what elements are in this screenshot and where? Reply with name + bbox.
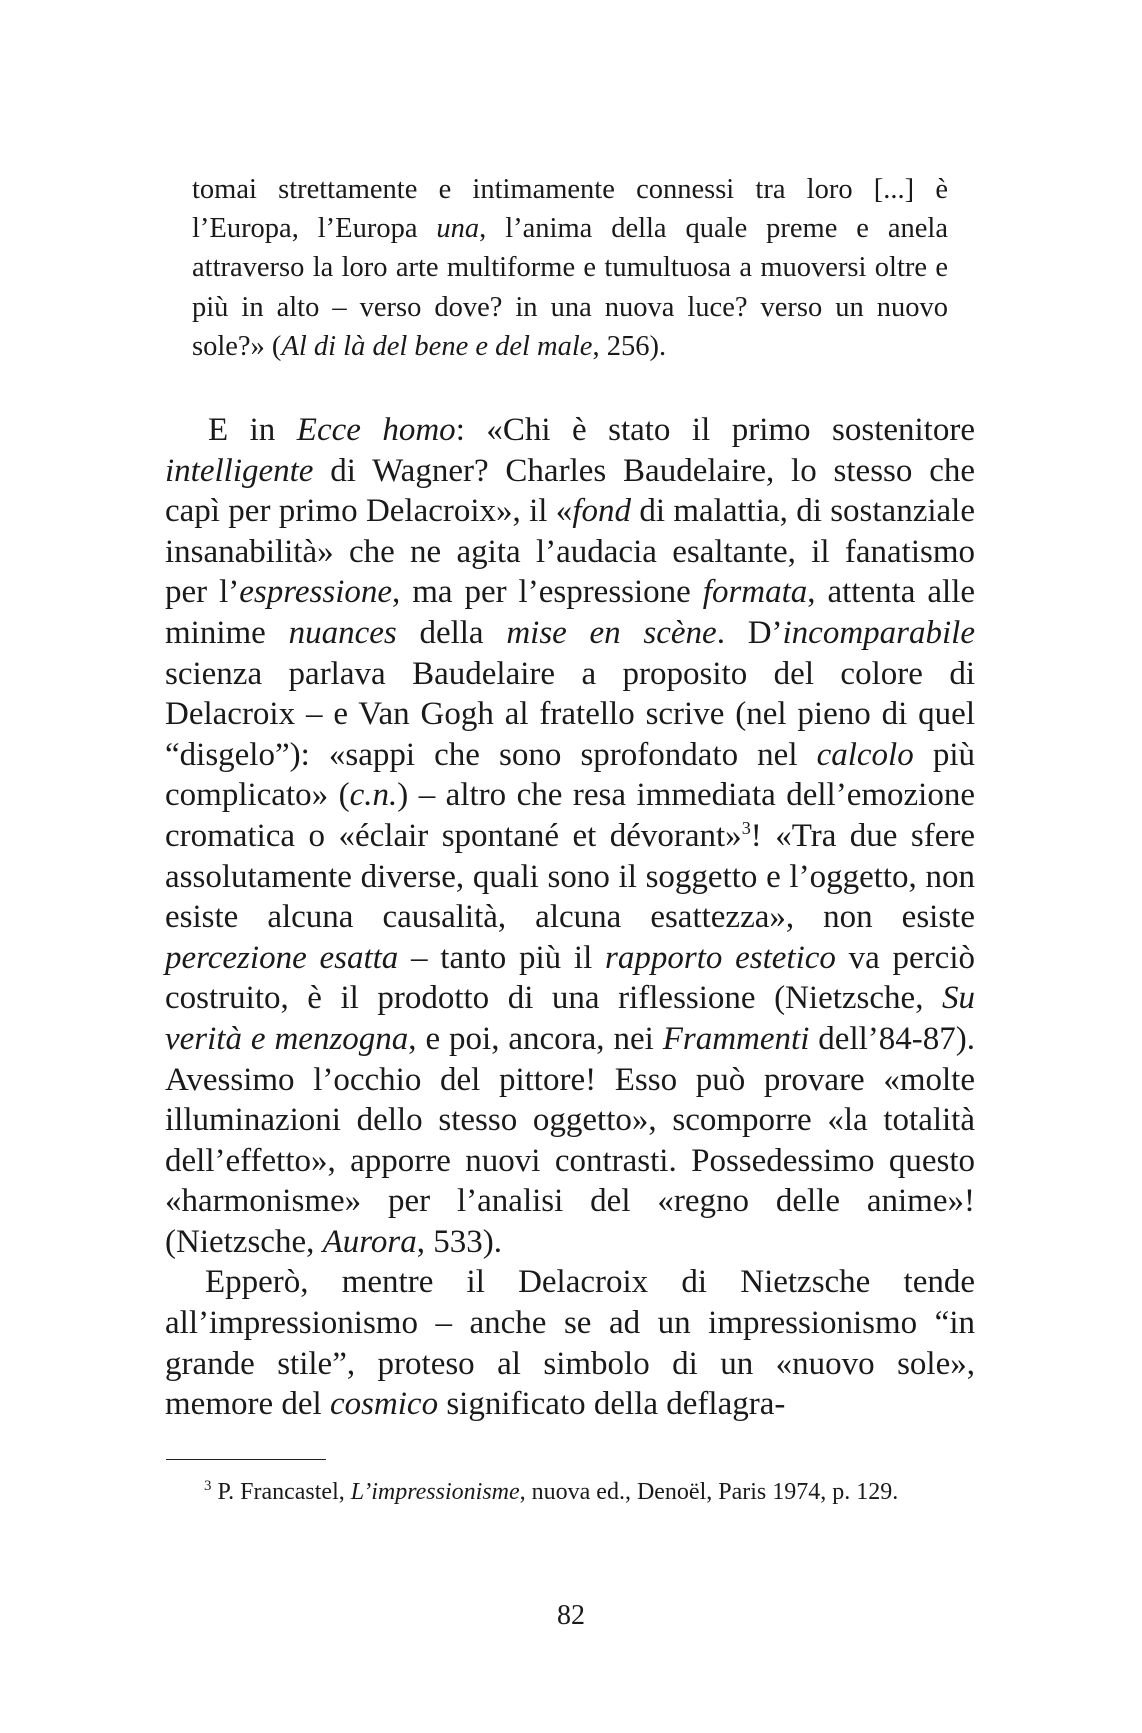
italic-text: espressione [239,574,393,611]
text: P. Francastel, [211,1479,351,1505]
footnote-reference: 3 [741,817,751,838]
text: più complicato» ( [165,736,975,814]
italic-text: mise en scène [506,614,717,651]
text: di Wagner? Charles Baudelaire, lo stesso che capì per primo Delacroix», il « [165,452,975,530]
text: , nuova ed., Denoël, Paris 1974, p. 129. [519,1479,899,1505]
book-title: Al di là del bene e del male [281,330,593,362]
italic-text: Frammenti [662,1020,810,1057]
italic-text: formata [702,574,808,611]
text: , e poi, ancora, nei [408,1020,663,1057]
footnote [204,1477,898,1507]
text: , 533). [416,1223,502,1260]
text: va perciò costruito, è il prodotto di una riflessione (Nietzsche, [165,939,975,1017]
italic-text: cosmico [329,1386,439,1423]
text: di malattia, di sostanziale insanabilità» che ne agita l’audacia esaltante, il fanatismo per l’ [165,493,975,611]
text: : «Chi è stato il primo sostenitore [455,412,975,448]
text: , ma per l’espressione [392,574,703,611]
italic-text: c.n. [349,777,398,814]
italic-text: Ecce homo [296,412,456,448]
italic-text: incomparabile [782,614,975,651]
footnote-number: 3 [204,1478,212,1494]
italic-text: Aurora [322,1223,417,1260]
italic-text: L’impressionisme [350,1479,520,1505]
text: , attenta alle minime [165,574,976,651]
text: ! «Tra due sfere assolutamente diverse, quali sono il soggetto e l’oggetto, non esiste alcuna causalità, alcuna esattezza», non esiste [165,817,976,936]
text: , 256). [592,330,667,362]
page-number: 82 [557,1600,585,1631]
text: Epperò, mentre il Delacroix di Nietzsche tende all’impressionismo – anche se ad un impressionismo “in grande stile”, proteso al simbolo di un «nuovo sole», memore del [165,1264,975,1423]
italic-text: una [436,213,480,245]
italic-text: intelligente [165,452,314,489]
italic-text: rapporto estetico [605,939,836,976]
text: . D’ [716,614,783,651]
italic-text: nuances [288,614,397,651]
text: – tanto più il [398,939,606,976]
italic-text: Su verità e menzogna [165,980,975,1057]
body-text [165,410,975,1425]
text: della [396,614,507,651]
text: ) – altro che resa immediata dell’emozione cromatica o «éclair spontané et dévorant» [165,777,975,854]
text: tomai strettamente e intimamente connessi tra loro [...] è l’Europa, l’Europa [192,174,948,245]
text: E in [208,412,297,448]
quote-paragraph [192,170,948,366]
block-quote [192,170,948,366]
text: significato della deflagra- [438,1386,786,1423]
paragraph [165,1262,975,1424]
italic-text: fond [572,493,631,530]
footnote-divider [166,1459,326,1460]
text: , l’anima della quale preme e anela attraverso la loro arte multiforme e tumultuosa a muoversi oltre e più in alto – verso dove? in una nuova luce? verso un nuovo sole?» ( [192,213,948,362]
paragraph [165,410,975,1262]
text: scienza parlava Baudelaire a proposito del colore di Delacroix – e Van Gogh al fratello scrive (nel pieno di quel “disgelo”): «sappi che sono sprofondato nel [165,655,975,773]
italic-text: percezione esatta [165,939,399,976]
italic-text: calcolo [816,736,914,773]
text: dell’84-87). Avessimo l’occhio del pittore! Esso può provare «molte illuminazioni dello stesso oggetto», scomporre «la totalità dell’effetto», apporre nuovi contrasti. Possedessimo questo «harmonisme» per l’analisi del «regno delle anime»! (Nietzsche, [165,1020,975,1260]
